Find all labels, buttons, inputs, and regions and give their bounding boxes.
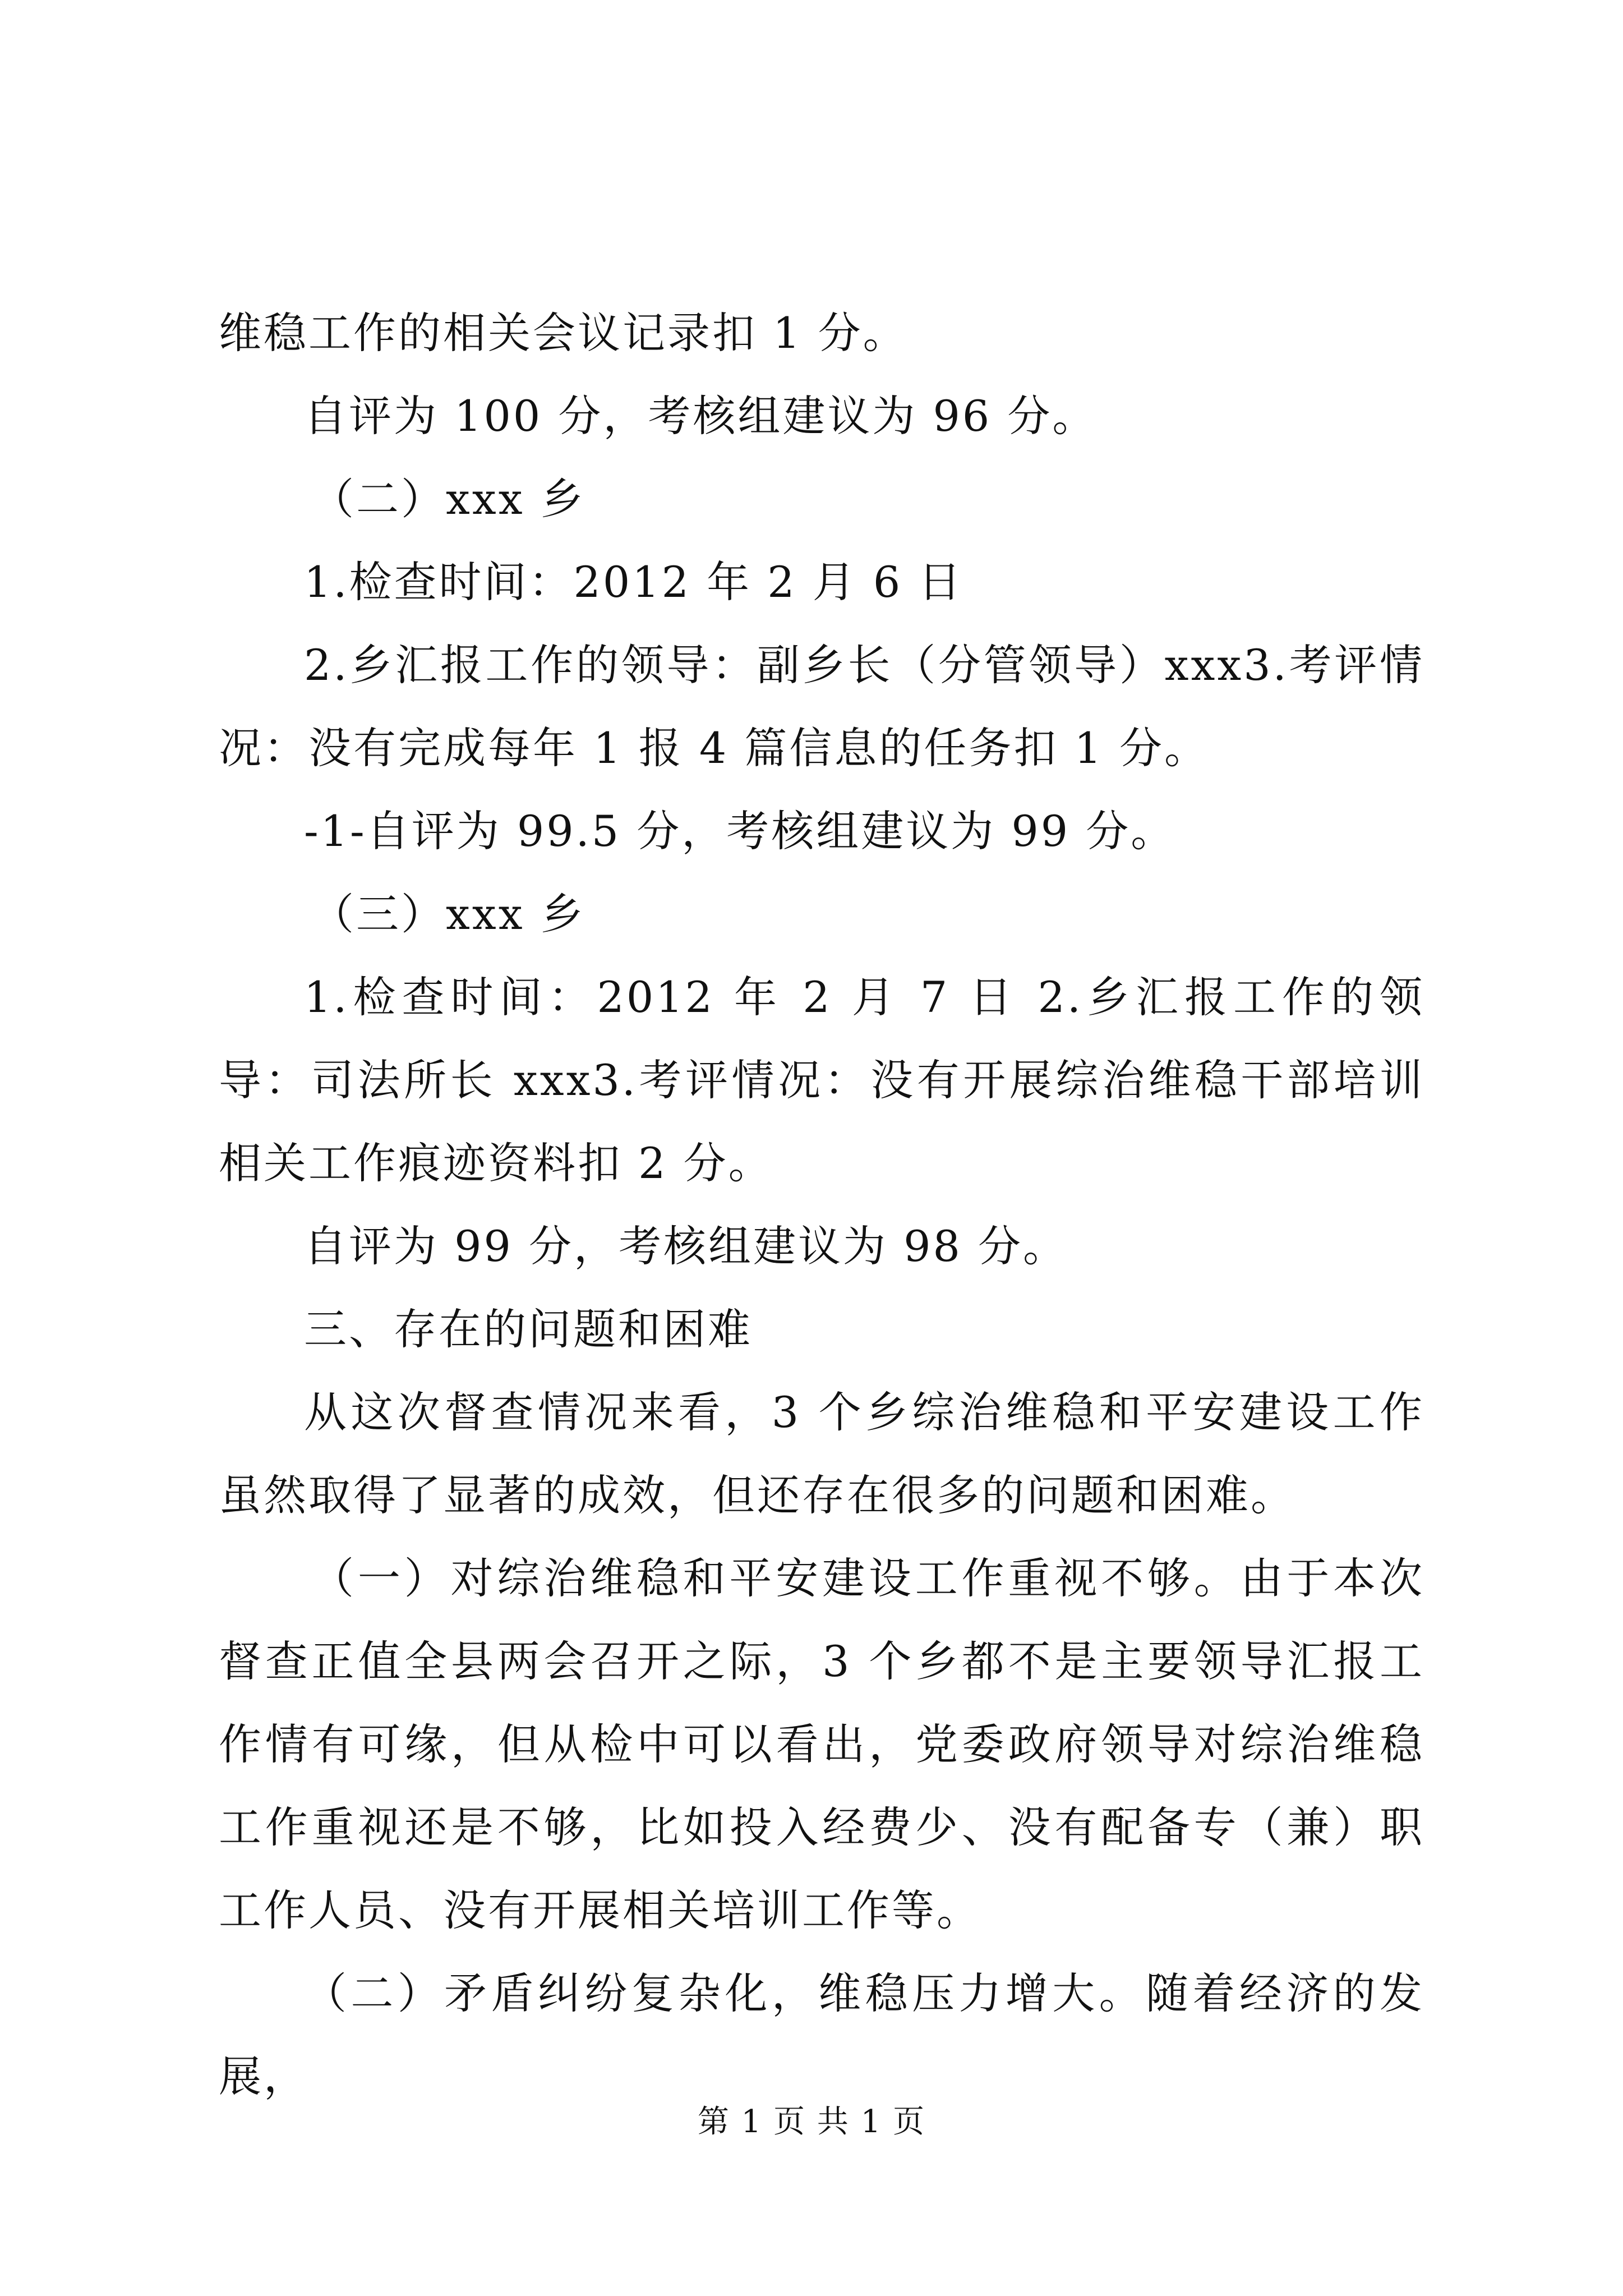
paragraph-6: -1-自评为 99.5 分，考核组建议为 99 分。	[304, 806, 1176, 856]
paragraph-5: 2.乡汇报工作的领导：副乡长（分管领导）xxx3.考评情况：没有完成每年 1 报 4 篇信息的任务扣 1 分。	[219, 640, 1424, 773]
paragraph-7-section-heading: （三）xxx 乡	[311, 889, 585, 939]
paragraph-10-section-heading: 三、存在的问题和困难	[304, 1304, 753, 1354]
paragraph-3-section-heading: （二）xxx 乡	[311, 474, 585, 524]
paragraph-2: 自评为 100 分，考核组建议为 96 分。	[304, 391, 1098, 441]
paragraph-1: 维稳工作的相关会议记录扣 1 分。	[219, 308, 908, 358]
page-footer: 第 1 页 共 1 页	[697, 2104, 926, 2140]
paragraph-13: （二）矛盾纠纷复杂化，维稳压力增大。随着经济的发展，	[219, 1968, 1424, 2101]
paragraph-11: 从这次督查情况来看，3 个乡综治维稳和平安建设工作虽然取得了显著的成效，但还存在很多的问题和困难。	[219, 1387, 1424, 1520]
paragraph-4: 1.检查时间：2012 年 2 月 6 日	[304, 557, 963, 607]
paragraph-8: 1.检查时间：2012 年 2 月 7 日 2.乡汇报工作的领导：司法所长 xxx3.考评情况：没有开展综治维稳干部培训相关工作痕迹资料扣 2 分。	[219, 972, 1424, 1188]
paragraph-12: （一）对综治维稳和平安建设工作重视不够。由于本次督查正值全县两会召开之际，3 个乡都不是主要领导汇报工作情有可缘，但从检中可以看出，党委政府领导对综治维稳工作重视还是不够，比如投入经费少、没有配备专（兼）职工作人员、没有开展相关培训工作等。	[219, 1553, 1424, 1935]
paragraph-9: 自评为 99 分，考核组建议为 98 分。	[304, 1221, 1068, 1271]
document-body	[219, 292, 1424, 2118]
